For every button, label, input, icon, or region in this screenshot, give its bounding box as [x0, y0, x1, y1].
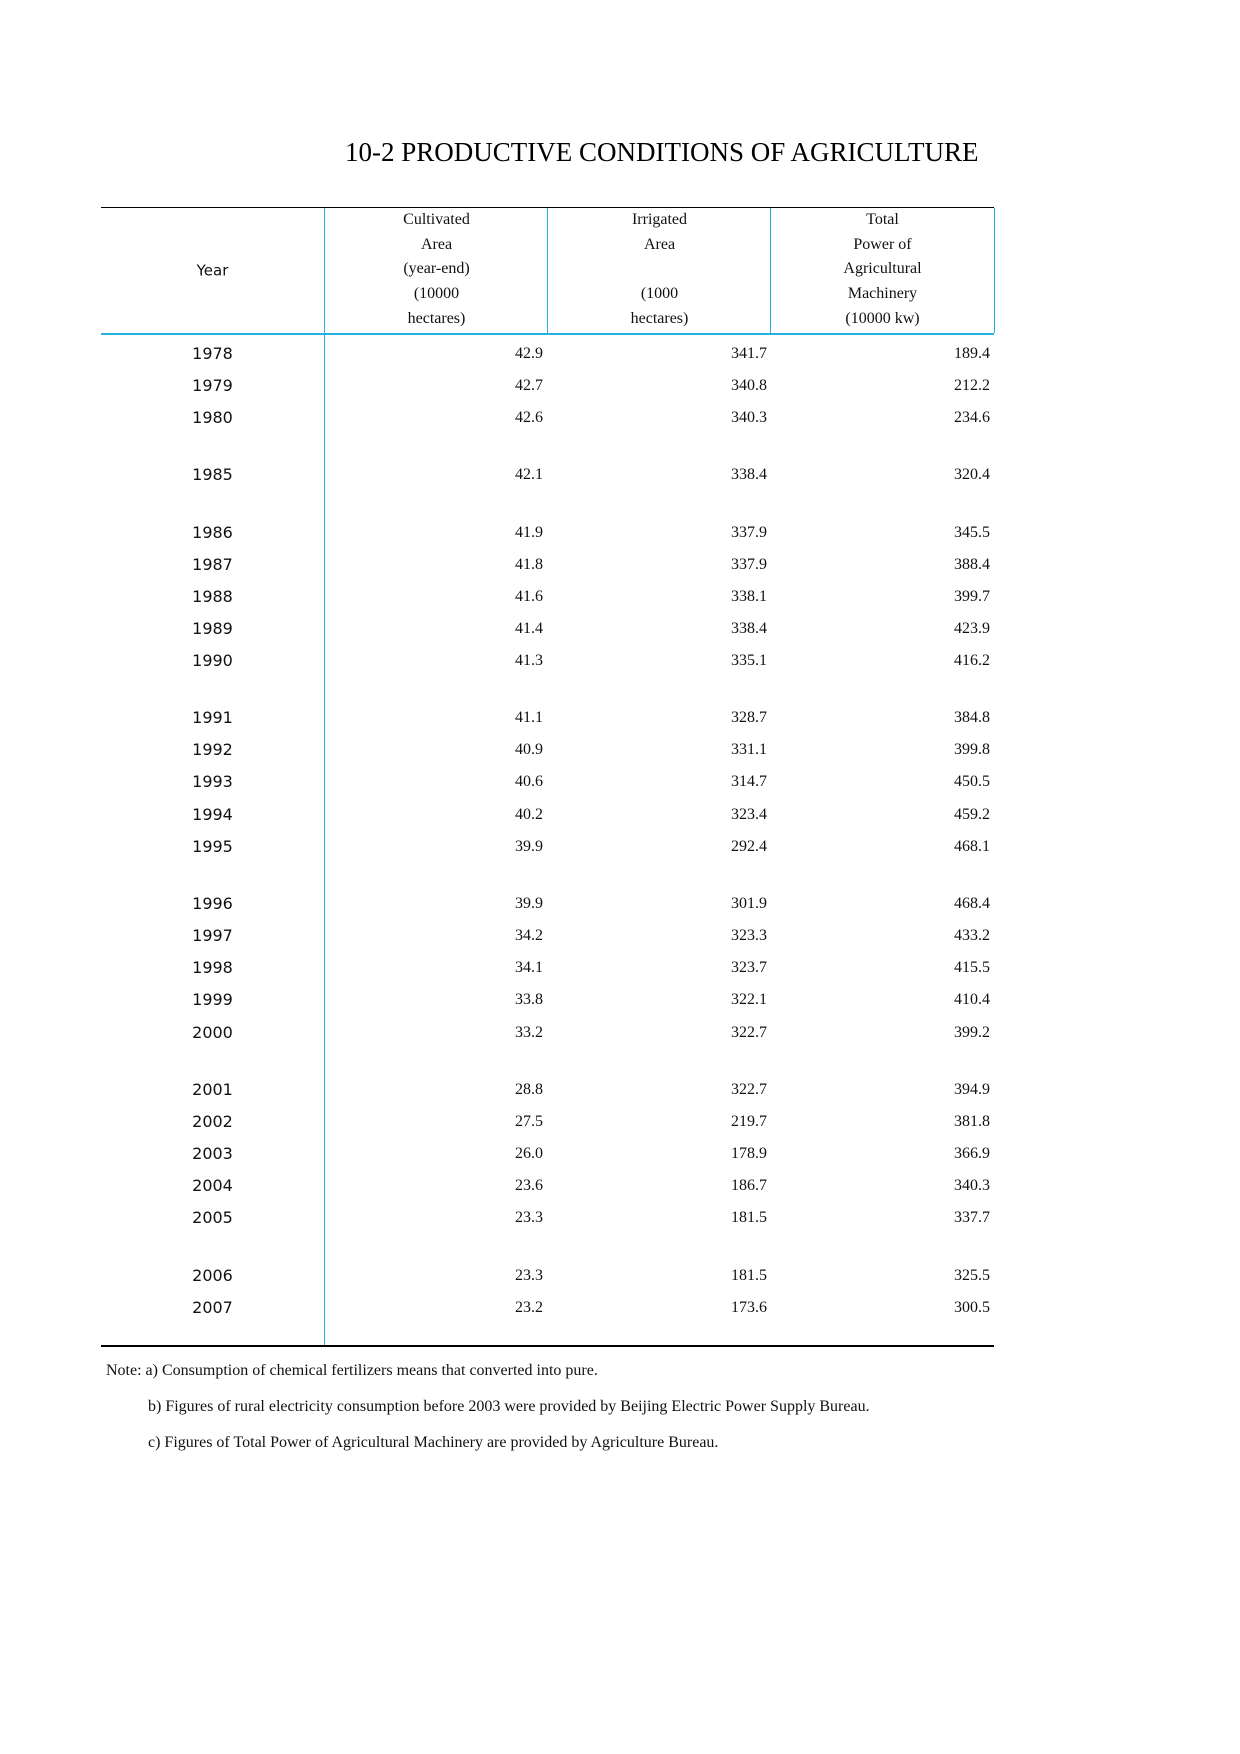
cell-power: 212.2	[954, 377, 990, 394]
cell-power: 337.7	[954, 1209, 990, 1226]
table-row	[101, 338, 994, 370]
cell-power: 384.8	[954, 709, 990, 726]
table-row	[101, 920, 994, 952]
table-body	[101, 335, 994, 1347]
cell-power: 399.8	[954, 741, 990, 758]
cell-year: 1991	[192, 708, 233, 727]
header-machinery-power	[770, 208, 995, 333]
data-table	[101, 207, 994, 1347]
cell-irrigated: 323.7	[731, 959, 767, 976]
header-line: Irrigated	[631, 211, 688, 228]
table-row	[101, 645, 994, 677]
cell-power: 410.4	[954, 991, 990, 1008]
cell-power: 399.2	[954, 1024, 990, 1041]
cell-year: 1988	[192, 587, 233, 606]
cell-cultivated: 41.1	[515, 709, 543, 726]
cell-power: 189.4	[954, 345, 990, 362]
table-row	[101, 549, 994, 581]
cell-cultivated: 42.7	[515, 377, 543, 394]
table-row	[101, 984, 994, 1016]
cell-irrigated: 323.3	[731, 927, 767, 944]
cell-irrigated: 186.7	[731, 1177, 767, 1194]
cell-power: 423.9	[954, 620, 990, 637]
cell-power: 399.7	[954, 588, 990, 605]
table-row	[101, 1170, 994, 1202]
cell-irrigated: 328.7	[731, 709, 767, 726]
table-row	[101, 1106, 994, 1138]
cell-cultivated: 28.8	[515, 1081, 543, 1098]
cell-power: 381.8	[954, 1113, 990, 1130]
cell-year: 1979	[192, 376, 233, 395]
header-cultivated-area	[324, 208, 548, 333]
header-line: (10000	[413, 285, 460, 303]
cell-cultivated: 41.9	[515, 524, 543, 541]
cell-power: 325.5	[954, 1267, 990, 1284]
cell-irrigated: 331.1	[731, 741, 767, 758]
cell-cultivated: 34.2	[515, 927, 543, 944]
cell-cultivated: 23.3	[515, 1267, 543, 1284]
header-line: (1000	[640, 285, 679, 303]
table-header	[101, 207, 994, 335]
cell-year: 2001	[192, 1080, 233, 1099]
cell-year: 1996	[192, 894, 233, 913]
cell-irrigated: 341.7	[731, 345, 767, 362]
cell-year: 1998	[192, 958, 233, 977]
cell-irrigated: 322.7	[731, 1024, 767, 1041]
table-row	[101, 1292, 994, 1324]
cell-irrigated: 338.4	[731, 620, 767, 637]
cell-year: 1978	[192, 344, 233, 363]
cell-irrigated: 181.5	[731, 1209, 767, 1226]
table-row	[101, 888, 994, 920]
cell-power: 416.2	[954, 652, 990, 669]
table-row	[101, 702, 994, 734]
cell-cultivated: 41.8	[515, 556, 543, 573]
cell-irrigated: 301.9	[731, 895, 767, 912]
cell-year: 2004	[192, 1176, 233, 1195]
cell-year: 1986	[192, 523, 233, 542]
header-line: Cultivated	[403, 211, 470, 228]
table-row	[101, 1202, 994, 1234]
header-line: hectares)	[630, 309, 689, 327]
cell-irrigated: 338.1	[731, 588, 767, 605]
table-row	[101, 831, 994, 863]
cell-cultivated: 42.1	[515, 466, 543, 483]
cell-cultivated: 40.6	[515, 773, 543, 790]
cell-power: 345.5	[954, 524, 990, 541]
cell-cultivated: 23.6	[515, 1177, 543, 1194]
cell-power: 394.9	[954, 1081, 990, 1098]
cell-irrigated: 340.3	[731, 409, 767, 426]
cell-year: 1999	[192, 990, 233, 1009]
cell-year: 2003	[192, 1144, 233, 1163]
cell-year: 1980	[192, 408, 233, 427]
cell-irrigated: 292.4	[731, 838, 767, 855]
header-irrigated-area	[547, 208, 771, 333]
cell-irrigated: 335.1	[731, 652, 767, 669]
cell-power: 468.4	[954, 895, 990, 912]
note-a: Note: a) Consumption of chemical fertilizers means that converted into pure.	[106, 1362, 598, 1379]
cell-year: 1987	[192, 555, 233, 574]
header-line: Total	[866, 211, 899, 228]
cell-cultivated: 42.9	[515, 345, 543, 362]
cell-cultivated: 41.6	[515, 588, 543, 605]
note-c: c) Figures of Total Power of Agricultural Machinery are provided by Agriculture Bureau.	[148, 1434, 719, 1451]
table-row	[101, 799, 994, 831]
header-year-label: Year	[196, 261, 229, 280]
cell-power: 366.9	[954, 1145, 990, 1162]
table-row	[101, 1260, 994, 1292]
cell-cultivated: 40.9	[515, 741, 543, 758]
table-row	[101, 1017, 994, 1049]
cell-cultivated: 33.8	[515, 991, 543, 1008]
table-row	[101, 370, 994, 402]
cell-year: 2005	[192, 1208, 233, 1227]
cell-year: 1997	[192, 926, 233, 945]
table-row	[101, 613, 994, 645]
header-line: hectares)	[407, 309, 466, 327]
cell-year: 2002	[192, 1112, 233, 1131]
table-row	[101, 952, 994, 984]
header-line: Power of	[853, 235, 912, 253]
cell-power: 320.4	[954, 466, 990, 483]
cell-year: 1990	[192, 651, 233, 670]
cell-year: 2006	[192, 1266, 233, 1285]
cell-cultivated: 27.5	[515, 1113, 543, 1130]
header-line: Agricultural	[843, 260, 922, 278]
cell-cultivated: 39.9	[515, 895, 543, 912]
cell-year: 1993	[192, 772, 233, 791]
cell-power: 415.5	[954, 959, 990, 976]
cell-irrigated: 337.9	[731, 556, 767, 573]
table-row	[101, 734, 994, 766]
table-row	[101, 517, 994, 549]
cell-irrigated: 178.9	[731, 1145, 767, 1162]
cell-year: 1989	[192, 619, 233, 638]
cell-year: 1994	[192, 805, 233, 824]
table-row	[101, 402, 994, 434]
header-year	[101, 208, 324, 333]
cell-power: 388.4	[954, 556, 990, 573]
cell-cultivated: 41.4	[515, 620, 543, 637]
cell-year: 1985	[192, 465, 233, 484]
header-line: Area	[420, 235, 453, 253]
table-row	[101, 459, 994, 491]
cell-cultivated: 34.1	[515, 959, 543, 976]
cell-irrigated: 340.8	[731, 377, 767, 394]
cell-power: 468.1	[954, 838, 990, 855]
header-line: Area	[643, 235, 676, 253]
cell-power: 433.2	[954, 927, 990, 944]
cell-power: 234.6	[954, 409, 990, 426]
header-line: (year-end)	[403, 260, 470, 278]
cell-cultivated: 40.2	[515, 806, 543, 823]
cell-irrigated: 338.4	[731, 466, 767, 483]
cell-cultivated: 26.0	[515, 1145, 543, 1162]
cell-power: 450.5	[954, 773, 990, 790]
cell-cultivated: 42.6	[515, 409, 543, 426]
cell-year: 2007	[192, 1298, 233, 1317]
cell-power: 340.3	[954, 1177, 990, 1194]
cell-irrigated: 323.4	[731, 806, 767, 823]
cell-irrigated: 219.7	[731, 1113, 767, 1130]
cell-cultivated: 41.3	[515, 652, 543, 669]
cell-irrigated: 173.6	[731, 1299, 767, 1316]
table-row	[101, 1074, 994, 1106]
cell-irrigated: 337.9	[731, 524, 767, 541]
note-b: b) Figures of rural electricity consumption before 2003 were provided by Beijing Electric Power Supply Bureau.	[148, 1398, 870, 1415]
cell-year: 1992	[192, 740, 233, 759]
cell-year: 2000	[192, 1023, 233, 1042]
cell-cultivated: 23.3	[515, 1209, 543, 1226]
cell-irrigated: 181.5	[731, 1267, 767, 1284]
cell-irrigated: 322.7	[731, 1081, 767, 1098]
cell-cultivated: 23.2	[515, 1299, 543, 1316]
cell-year: 1995	[192, 837, 233, 856]
cell-irrigated: 322.1	[731, 991, 767, 1008]
cell-power: 300.5	[954, 1299, 990, 1316]
table-row	[101, 766, 994, 798]
table-row	[101, 581, 994, 613]
page-title: 10-2 PRODUCTIVE CONDITIONS OF AGRICULTURE	[345, 137, 979, 167]
cell-irrigated: 314.7	[731, 773, 767, 790]
cell-cultivated: 33.2	[515, 1024, 543, 1041]
cell-cultivated: 39.9	[515, 838, 543, 855]
header-line	[548, 257, 771, 282]
header-line: Machinery	[847, 285, 918, 303]
table-row	[101, 1138, 994, 1170]
header-line: (10000 kw)	[845, 309, 920, 327]
cell-power: 459.2	[954, 806, 990, 823]
